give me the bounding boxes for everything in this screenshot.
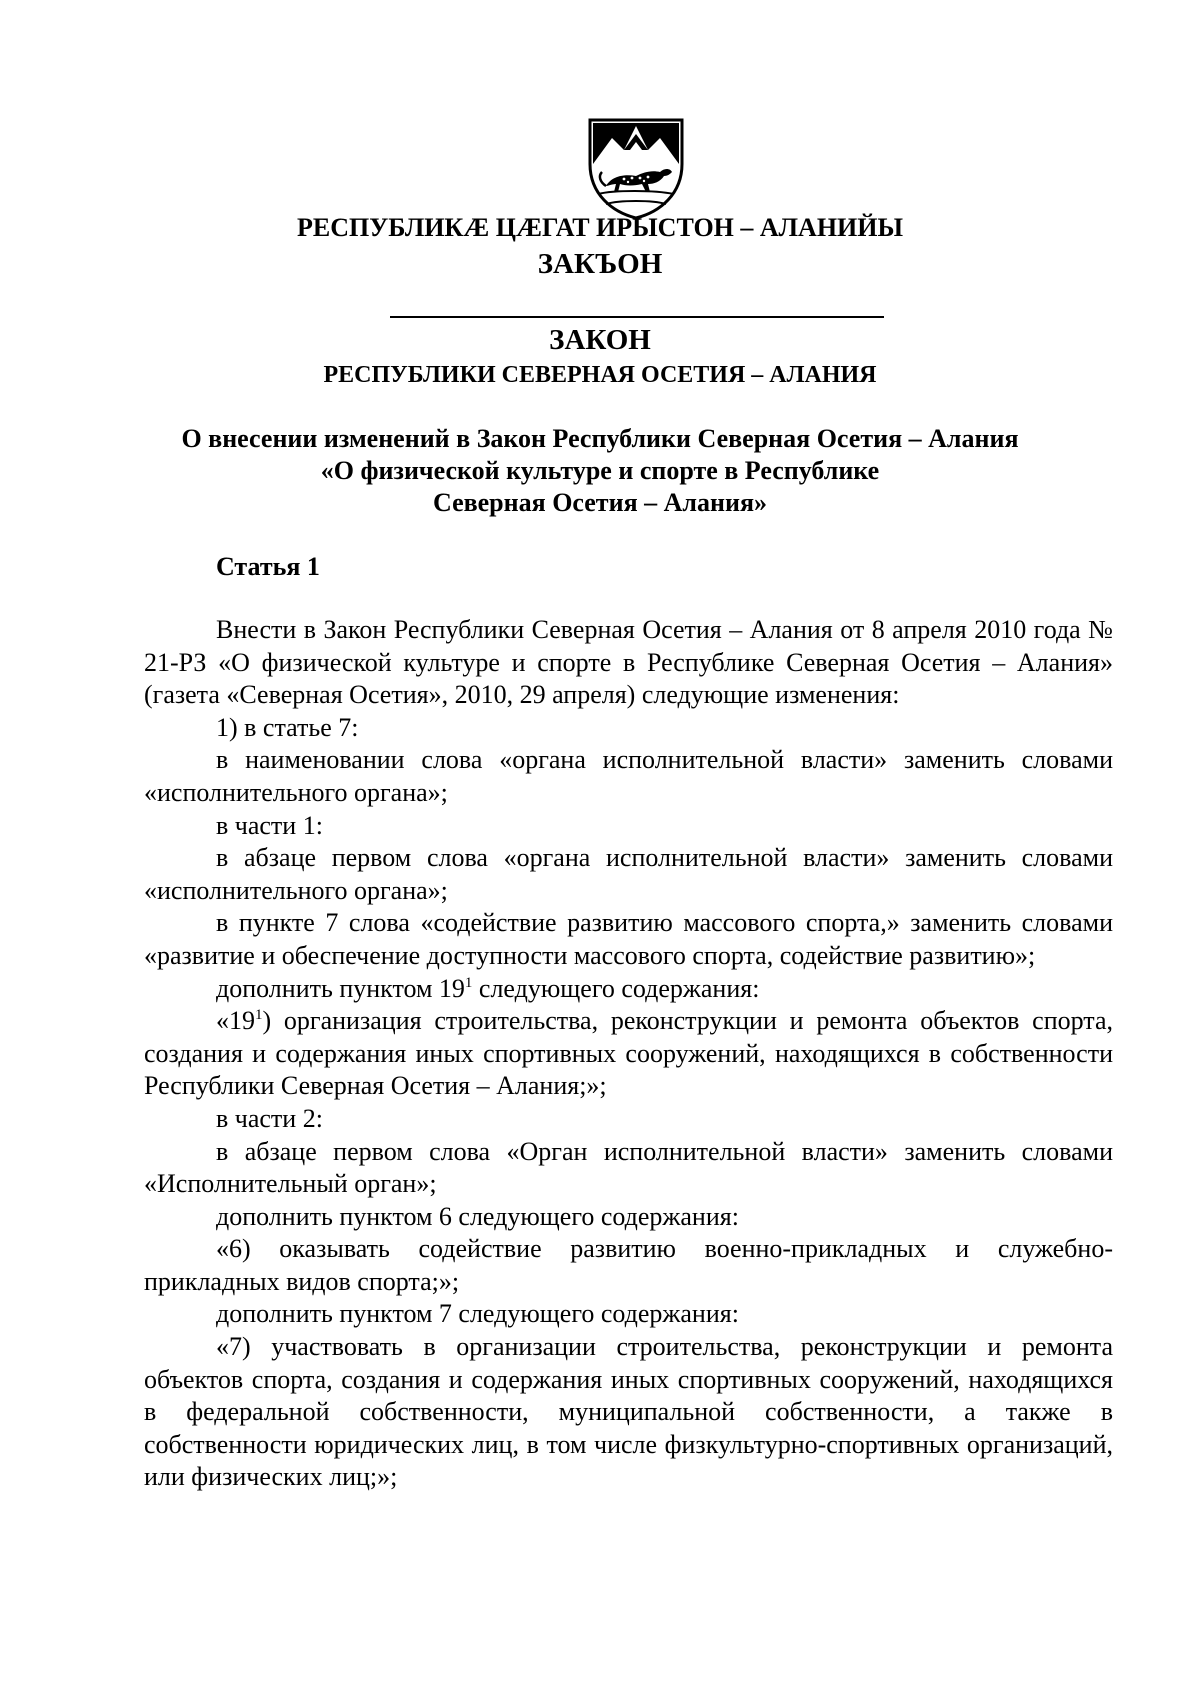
superscript-index: 1 [464,974,473,991]
article-paragraph: дополнить пунктом 7 следующего содержания: [216,1299,739,1329]
article-paragraph: «7) участвовать в организации строительства, реконструкции и ремонта объектов спорта, создания и содержания иных спортивных сооружений, находящихся в федеральной собственности, муниципальной собственности, а также в собственности юридических лиц, в том числе физкультурно-спортивных организаций, или физических лиц;»; [144,1332,1113,1492]
article-body [144,614,1113,1494]
article-paragraph: в наименовании слова «органа исполнительной власти» заменить словами «исполнительного органа»; [144,745,1113,807]
article-paragraph: Внести в Закон Республики Северная Осетия – Алания от 8 апреля 2010 года № 21-РЗ «О физической культуре и спорте в Республике Северная Осетия – Алания» (газета «Северная Осетия», 2010, 29 апреля) следующие изменения: [144,615,1113,710]
law-title-line: «О физической культуре и спорте в Республике [320,456,880,485]
article-paragraph: 1) в статье 7: [216,712,359,742]
article-paragraph [144,1005,1113,1103]
article-heading: Статья 1 [216,552,320,581]
paragraph-text: следующего содержания: [472,973,760,1003]
law-title-russian: ЗАКОН [549,324,651,356]
superscript-index: 1 [255,1007,263,1024]
paragraph-text: ) организация строительства, реконструкции и ремонта объектов спорта, создания и содержания иных спортивных сооружений, находящихся в собственности Республики Северная Осетия – Алания;»; [144,1006,1113,1101]
republic-name-ossetian: РЕСПУБЛИКӔ ЦӔГАТ ИРЫСТОН – АЛАНИЙЫ [296,213,904,242]
article-paragraph: в абзаце первом слова «органа исполнительной власти» заменить словами «исполнительного органа»; [144,843,1113,905]
article-paragraph: дополнить пунктом 6 следующего содержания: [216,1201,739,1231]
article-paragraph: в абзаце первом слова «Орган исполнительной власти» заменить словами «Исполнительный орган»; [144,1136,1113,1199]
paragraph-text: дополнить пунктом 19 [216,973,465,1003]
article-paragraph [144,973,1113,1006]
paragraph-text: «19 [216,1006,255,1036]
article-paragraph: «6) оказывать содействие развитию военно-прикладных и служебно-прикладных видов спорта;»; [144,1234,1113,1296]
article-paragraph: в части 2: [216,1103,323,1133]
article-paragraph: в пункте 7 слова «содействие развитию массового спорта,» заменить словами «развитие и обеспечение доступности массового спорта, содействие развитию»; [144,908,1113,970]
article-paragraph: в части 1: [216,810,323,840]
law-title [0,423,1200,519]
republic-name-russian: РЕСПУБЛИКИ СЕВЕРНАЯ ОСЕТИЯ – АЛАНИЯ [323,362,877,388]
law-title-line: О внесении изменений в Закон Республики Северная Осетия – Алания [181,424,1019,453]
law-title-ossetian: ЗАКЪОН [537,248,663,280]
law-title-line: Северная Осетия – Алания» [432,488,768,517]
header-divider [390,316,884,318]
coat-of-arms-icon [584,112,688,220]
